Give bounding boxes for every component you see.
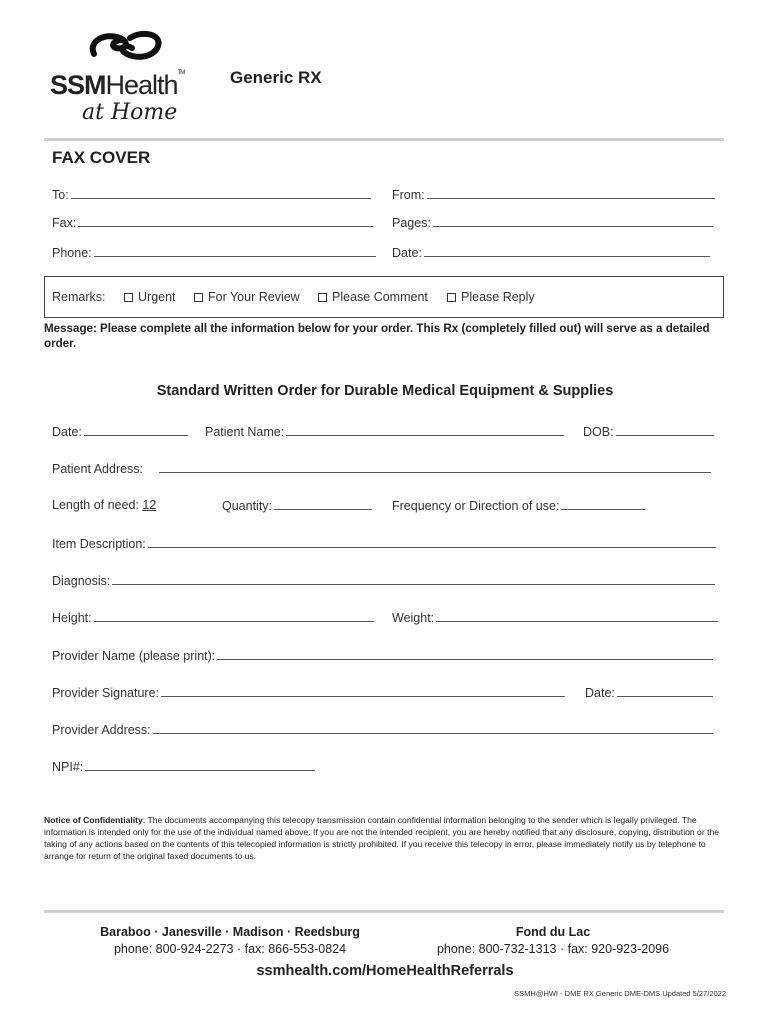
quantity-label: Quantity: <box>222 499 273 513</box>
from-label: From: <box>392 188 425 202</box>
npi-field[interactable] <box>52 759 315 774</box>
weight-label: Weight: <box>392 611 435 625</box>
length-of-need-value: 12 <box>142 498 157 512</box>
npi-label: NPI#: <box>52 760 84 774</box>
message-text: Message: Please complete all the information below for your order. This Rx (completely filled out) will serve as a detailed order. <box>44 322 710 350</box>
checkbox-icon <box>124 293 133 302</box>
header-divider <box>44 138 724 141</box>
dob-label: DOB: <box>583 425 614 439</box>
for-your-review-label: For Your Review <box>208 290 300 304</box>
fax-cover-title: FAX COVER <box>52 148 151 167</box>
please-comment-label: Please Comment <box>332 290 428 304</box>
height-field[interactable] <box>52 610 374 625</box>
footer-left <box>80 925 380 956</box>
dob-field[interactable] <box>583 424 714 439</box>
to-label: To: <box>52 188 69 202</box>
urgent-checkbox[interactable] <box>124 290 176 304</box>
urgent-label: Urgent <box>138 290 176 304</box>
provider-date-label: Date: <box>585 686 615 700</box>
frequency-label: Frequency or Direction of use: <box>392 499 560 513</box>
footer-website[interactable]: ssmhealth.com/HomeHealthReferrals <box>256 963 514 979</box>
fax-field[interactable] <box>52 215 373 230</box>
logo-brand-light: Health <box>105 70 178 100</box>
footer-right <box>408 925 698 956</box>
frequency-field[interactable] <box>392 498 645 513</box>
confidentiality-notice <box>44 814 724 862</box>
date-label: Date: <box>392 246 422 260</box>
footer-divider <box>44 910 724 913</box>
fax-label: Fax: <box>52 216 77 230</box>
order-date-label: Date: <box>52 425 82 439</box>
patient-name-label: Patient Name: <box>205 425 285 439</box>
footer-doc-code: SSMH@HWI - DME RX Generic DME-DMS Updated 5/27/2022 <box>514 989 726 998</box>
document-title: Generic RX <box>230 68 322 87</box>
remarks-label: Remarks: <box>52 290 106 304</box>
phone-field[interactable] <box>52 245 376 260</box>
length-of-need-field[interactable] <box>52 498 156 512</box>
order-date-field[interactable] <box>52 424 188 439</box>
patient-name-field[interactable] <box>205 424 564 439</box>
patient-address-field[interactable] <box>52 461 711 476</box>
provider-name-label: Provider Name (please print): <box>52 649 216 663</box>
to-field[interactable] <box>52 187 371 202</box>
order-title: Standard Written Order for Durable Medical Equipment & Supplies <box>156 383 614 399</box>
for-your-review-checkbox[interactable] <box>194 290 300 304</box>
diagnosis-field[interactable] <box>52 573 715 588</box>
provider-signature-label: Provider Signature: <box>52 686 160 700</box>
provider-address-field[interactable] <box>52 722 713 737</box>
pages-field[interactable] <box>392 215 713 230</box>
logo <box>50 28 200 128</box>
provider-date-field[interactable] <box>585 685 713 700</box>
footer-left-phone: phone: 800-924-2273 · fax: 866-553-0824 <box>113 942 347 956</box>
please-comment-checkbox[interactable] <box>318 290 428 304</box>
provider-signature-field[interactable] <box>52 685 565 700</box>
length-of-need-label: Length of need: <box>52 498 139 512</box>
footer-right-city: Fond du Lac <box>515 925 591 939</box>
weight-field[interactable] <box>392 610 718 625</box>
ssm-swirl-icon <box>86 28 166 64</box>
from-field[interactable] <box>392 187 715 202</box>
please-reply-checkbox[interactable] <box>447 290 535 304</box>
provider-name-field[interactable] <box>52 648 713 663</box>
checkbox-icon <box>194 293 203 302</box>
notice-text: : The documents accompanying this telecopy transmission contain confidential information belonging to the sender which is legally privileged. The information is intended only for the use of the individual named above. If you are not the intended recipient, you are hereby notified that any disclosure, copying, distribution or the taking of any actions based on the contents of this telecopied information is strictly prohibited. If you receive this telecopy in error, please immediately notify us by telephone to arrange for return of the original faxed documents to us. <box>44 815 720 861</box>
phone-label: Phone: <box>52 246 92 260</box>
logo-brand-bold: SSM <box>50 70 106 100</box>
date-field[interactable] <box>392 245 710 260</box>
provider-address-label: Provider Address: <box>52 723 151 737</box>
diagnosis-label: Diagnosis: <box>52 574 111 588</box>
footer-left-cities: Baraboo · Janesville · Madison · Reedsburg <box>100 925 360 939</box>
quantity-field[interactable] <box>222 498 372 513</box>
logo-trademark: TM <box>177 70 185 76</box>
footer-right-phone: phone: 800-732-1313 · fax: 920-923-2096 <box>436 942 670 956</box>
logo-tagline: at Home <box>82 100 178 125</box>
notice-heading: Notice of Confidentiality <box>44 815 143 825</box>
height-label: Height: <box>52 611 92 625</box>
please-reply-label: Please Reply <box>461 290 535 304</box>
checkbox-icon <box>447 293 456 302</box>
patient-address-label: Patient Address: <box>52 462 144 476</box>
item-description-label: Item Description: <box>52 537 146 551</box>
checkbox-icon <box>318 293 327 302</box>
item-description-field[interactable] <box>52 536 716 551</box>
pages-label: Pages: <box>392 216 431 230</box>
